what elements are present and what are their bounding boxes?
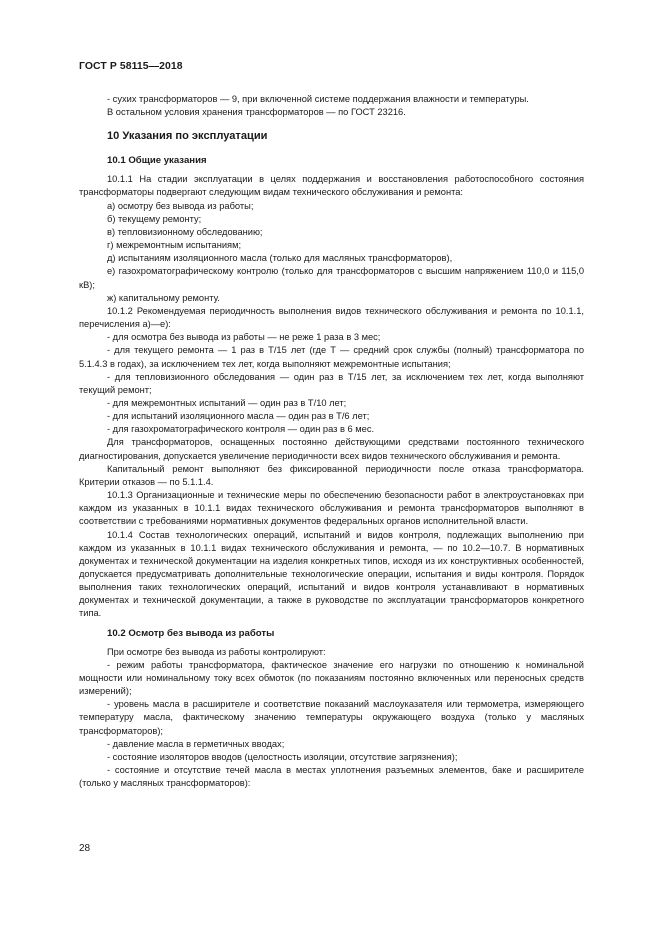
- subsection-title-10-2: 10.2 Осмотр без вывода из работы: [107, 627, 275, 639]
- list-item: - для тепловизионного обследования — один раз в Т/15 лет, за исключением тех лет, когда выполняют текущий ремонт;: [79, 371, 584, 395]
- list-item: - режим работы трансформатора, фактическое значение его нагрузки по отношению к номинальной мощности или номинальному току всех обмоток (по показаниям постоянно включенных или переносных средств измерений);: [79, 659, 584, 697]
- paragraph-storage-conditions: В остальном условия хранения трансформаторов — по ГОСТ 23216.: [107, 107, 406, 118]
- list-item: - состояние и отсутствие течей масла в местах уплотнения разъемных элементов, баке и расширителе (только у масляных трансформаторов):: [79, 765, 584, 789]
- list-item: д) испытаниям изоляционного масла (только для масляных трансформаторов),: [107, 253, 453, 264]
- list-item: - для испытаний изоляционного масла — один раз в Т/6 лет;: [107, 411, 370, 422]
- paragraph-diagnostics: Для трансформаторов, оснащенных постоянно действующими средствами постоянного технического диагностирования, допускается увеличение периодичности всех видов технического обслуживания и ремонта.: [79, 437, 584, 461]
- subsection-title-10-1: 10.1 Общие указания: [107, 155, 207, 167]
- list-item: - состояние изоляторов вводов (целостность изоляции, отсутствие загрязнения);: [107, 751, 458, 762]
- list-item: - для текущего ремонта — 1 раз в Т/15 лет (где Т — средний срок службы (полный) трансформатора по 5.1.4.3 в годах), за исключением тех лет, когда выполняют межремонтные испытания;: [79, 345, 584, 369]
- list-item: - для межремонтных испытаний — один раз в Т/10 лет;: [107, 397, 347, 408]
- list-item: - давление масла в герметичных вводах;: [107, 738, 285, 749]
- section-title: 10 Указания по эксплуатации: [107, 130, 268, 143]
- list-item: - для осмотра без вывода из работы — не реже 1 раза в 3 мес;: [107, 332, 381, 343]
- paragraph-capital-repair: Капитальный ремонт выполняют без фиксированной периодичности после отказа трансформатора. Критерии отказов — по 5.1.1.4.: [79, 463, 584, 487]
- paragraph-dry-transformers: - сухих трансформаторов — 9, при включенной системе поддержания влажности и температуры.: [107, 94, 529, 104]
- page-content: [79, 93, 584, 790]
- list-item: а) осмотру без вывода из работы;: [107, 200, 254, 211]
- paragraph-10-1-2: 10.1.2 Рекомендуемая периодичность выполнения видов технического обслуживания и ремонта по 10.1.1, перечисления а)—е):: [79, 305, 584, 330]
- list-item: - для газохроматографического контроля — один раз в 6 мес.: [107, 424, 375, 435]
- list-item: в) тепловизионному обследованию;: [107, 226, 263, 237]
- paragraph-10-1-1: 10.1.1 На стадии эксплуатации в целях поддержания и восстановления работоспособного состояния трансформаторы подвергают следующим видам технического обслуживания и ремонта:: [79, 174, 584, 198]
- page-number: 28: [79, 843, 91, 854]
- list-item: е) газохроматографическому контролю (только для трансформаторов с высшим напряжением 110,0 и 115,0 кВ);: [79, 266, 584, 290]
- paragraph-10-1-3: 10.1.3 Организационные и технические меры по обеспечению безопасности работ в электроустановках при каждом из указанных в 10.1.1 видах технического обслуживания и ремонта трансформаторов выполняют в соответствии с требованиями нормативных документов федеральных органов исполнительной власти.: [79, 490, 584, 527]
- list-item: ж) капитальному ремонту.: [107, 292, 220, 303]
- paragraph-10-1-4: 10.1.4 Состав технологических операций, испытаний и видов контроля, подлежащих выполнению при каждом из указанных в 10.1.1 видах технического обслуживания и ремонта, — по 10.2—10.7. В нормативных документах и технической документации на изделия конкретных типов, исходя из их конструктивных особенностей, допускается предусматривать дополнительные технологические операции, испытания и виды контроля. Порядок выполнения таких технологических операций, испытаний и видов контроля устанавливают в нормативных документах и технической документации, а также в руководстве по эксплуатации трансформаторов конкретного типа.: [79, 529, 584, 619]
- list-item: - уровень масла в расширителе и соответствие показаний маслоуказателя или термометра, измеряющего температуру масла, фактическому значению температуры окружающего воздуха (только у масляных трансформаторов);: [79, 699, 584, 736]
- document-code-header: ГОСТ Р 58115—2018: [79, 61, 183, 72]
- paragraph-10-2-intro: При осмотре без вывода из работы контролируют:: [107, 646, 326, 657]
- list-item: г) межремонтным испытаниям;: [107, 240, 242, 251]
- list-item: б) текущему ремонту;: [107, 213, 202, 224]
